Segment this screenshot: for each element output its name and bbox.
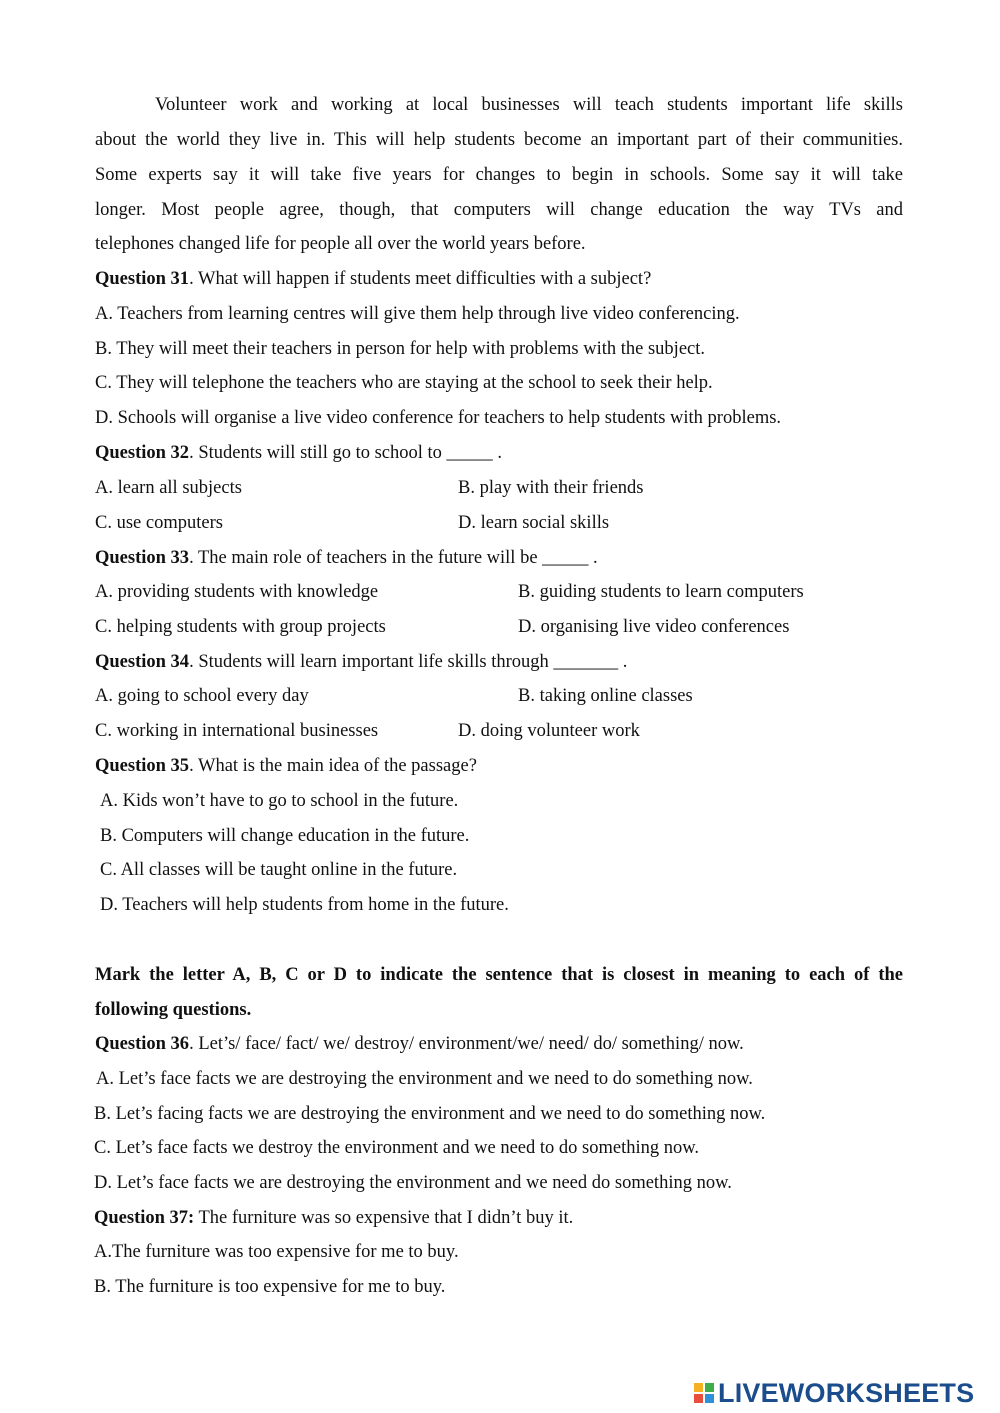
question-36-text: . Let’s/ face/ fact/ we/ destroy/ environment/we/ need/ do/ something/ now.: [189, 1034, 744, 1054]
q31-option-a[interactable]: A. Teachers from learning centres will give them help through live video conferencing.: [95, 304, 740, 324]
question-32: [95, 443, 502, 464]
passage-line-2: about the world they live in. This will help students become an important part of their communities.: [95, 130, 903, 150]
q34-option-d[interactable]: D. doing volunteer work: [458, 721, 640, 741]
passage-line-3: Some experts say it will take five years for changes to begin in schools. Some say it will take: [95, 165, 903, 185]
question-35-text: . What is the main idea of the passage?: [189, 756, 477, 776]
q32-option-c[interactable]: C. use computers: [95, 513, 223, 533]
q32-option-b[interactable]: B. play with their friends: [458, 478, 644, 498]
question-37: [94, 1208, 573, 1229]
q32-option-a[interactable]: A. learn all subjects: [95, 478, 242, 498]
instruction-line-1: Mark the letter A, B, C or D to indicate the sentence that is closest in meaning to each of the: [95, 965, 903, 985]
passage-line-5: telephones changed life for people all over the world years before.: [95, 234, 586, 254]
passage-line-1: Volunteer work and working at local businesses will teach students important life skills: [155, 95, 903, 115]
q34-option-b[interactable]: B. taking online classes: [518, 686, 693, 706]
logo-grid-icon: [694, 1383, 714, 1403]
q33-option-c[interactable]: C. helping students with group projects: [95, 617, 386, 637]
question-33-label: Question 33: [95, 548, 190, 568]
q31-option-c[interactable]: C. They will telephone the teachers who are staying at the school to seek their help.: [95, 373, 713, 393]
liveworksheets-logo: [694, 1378, 974, 1408]
question-31-text: . What will happen if students meet difficulties with a subject?: [189, 269, 652, 289]
logo-square-3: [694, 1394, 703, 1403]
question-37-label: Question 37:: [94, 1208, 195, 1228]
logo-text: LIVEWORKSHEETS: [718, 1377, 975, 1408]
passage-line-4: longer. Most people agree, though, that computers will change education the way TVs and: [95, 200, 903, 220]
q37-option-b[interactable]: B. The furniture is too expensive for me to buy.: [94, 1277, 446, 1297]
question-31: [95, 269, 651, 290]
question-35-label: Question 35: [95, 756, 190, 776]
q35-option-c[interactable]: C. All classes will be taught online in the future.: [100, 860, 458, 880]
q36-option-c[interactable]: C. Let’s face facts we destroy the environment and we need to do something now.: [94, 1138, 700, 1158]
q35-option-b[interactable]: B. Computers will change education in the future.: [100, 826, 470, 846]
logo-square-2: [705, 1383, 714, 1392]
question-36: [95, 1034, 744, 1055]
question-32-label: Question 32: [95, 443, 190, 463]
q35-option-d[interactable]: D. Teachers will help students from home in the future.: [100, 895, 509, 915]
q33-option-a[interactable]: A. providing students with knowledge: [95, 582, 379, 602]
q36-option-a[interactable]: A. Let’s face facts we are destroying the environment and we need to do something now.: [96, 1069, 753, 1089]
question-37-text: The furniture was so expensive that I didn’t buy it.: [194, 1208, 574, 1228]
q35-option-a[interactable]: A. Kids won’t have to go to school in the future.: [100, 791, 459, 811]
question-32-text: . Students will still go to school to _____ .: [189, 443, 503, 463]
q36-option-d[interactable]: D. Let’s face facts we are destroying the environment and we need do something now.: [94, 1173, 732, 1193]
q37-option-a[interactable]: A.The furniture was too expensive for me to buy.: [94, 1242, 459, 1262]
instruction-line-2: following questions.: [95, 1000, 252, 1020]
q31-option-d[interactable]: D. Schools will organise a live video conference for teachers to help students with problems.: [95, 408, 782, 428]
question-34-text: . Students will learn important life skills through _______ .: [189, 652, 628, 672]
question-36-label: Question 36: [95, 1034, 190, 1054]
q34-option-c[interactable]: C. working in international businesses: [95, 721, 379, 741]
question-34: [95, 652, 627, 673]
q32-option-d[interactable]: D. learn social skills: [458, 513, 610, 533]
question-34-label: Question 34: [95, 652, 190, 672]
q31-option-b[interactable]: B. They will meet their teachers in person for help with problems with the subject.: [95, 339, 706, 359]
logo-square-4: [705, 1394, 714, 1403]
q36-option-b[interactable]: B. Let’s facing facts we are destroying the environment and we need to do something now.: [94, 1104, 766, 1124]
q33-option-d[interactable]: D. organising live video conferences: [518, 617, 790, 637]
question-31-label: Question 31: [95, 269, 190, 289]
q34-option-a[interactable]: A. going to school every day: [95, 686, 309, 706]
question-33: [95, 548, 598, 569]
question-33-text: . The main role of teachers in the future will be _____ .: [189, 548, 598, 568]
q33-option-b[interactable]: B. guiding students to learn computers: [518, 582, 804, 602]
question-35: [95, 756, 477, 777]
logo-square-1: [694, 1383, 703, 1392]
